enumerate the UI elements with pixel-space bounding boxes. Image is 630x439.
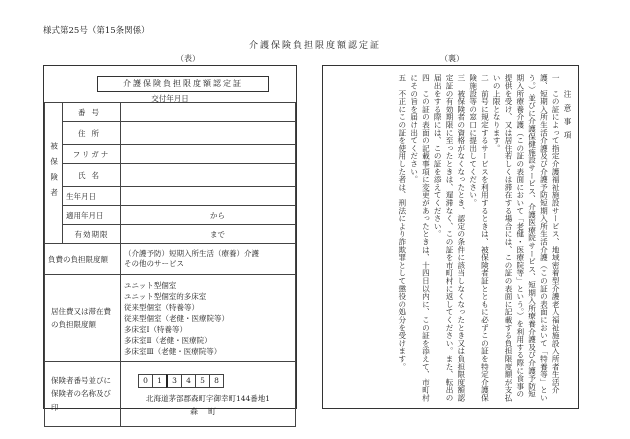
- residence-item: 従来型個室（老健・医療院等）: [124, 313, 229, 323]
- insurer-digit: 0: [138, 374, 153, 388]
- front-side-label: （表）: [176, 54, 200, 63]
- birthdate-value: [121, 187, 296, 206]
- certificate-title: 介護保険負担限度額認定証: [97, 76, 269, 92]
- start-date-suffix: から: [121, 206, 296, 225]
- insurer-digit: 8: [209, 374, 224, 388]
- services-value: [121, 244, 296, 275]
- insurer-address: 北海道茅部郡森町字御幸町144番地1: [145, 394, 271, 403]
- residence-item: 多床室Ⅱ（老健・医療院）: [124, 335, 212, 345]
- notes-list: [396, 74, 561, 402]
- form-number: 様式第25号（第15条関係）: [43, 26, 150, 36]
- services-line: （介護予防）短期入所生活（療養）介護 その他のサービス: [124, 248, 259, 268]
- notes-vertical-text: [327, 74, 573, 402]
- insurer-name: 森町: [190, 407, 226, 416]
- note-item: 五 不正にこの証を使用した者は、刑法により詐欺罪として懲役の処分を受けます。: [397, 74, 407, 371]
- number-value: [121, 103, 296, 122]
- note-item: 四 この証の表面の記載事項に変更があったときは、十四日以内に、この証を添えて、市町村にその旨を届け出てください。: [409, 74, 431, 402]
- insured-person-label: 被保険者: [45, 103, 63, 244]
- back-side-label: （裏）: [440, 54, 464, 63]
- insurer-digit: 1: [152, 374, 167, 388]
- address-value: [121, 122, 296, 145]
- insurer-label: 保険者番号並びに保険者の名称及び印: [45, 362, 121, 427]
- services-label: 負費の負担限度額: [45, 244, 121, 275]
- note-item: 二 前号に規定するサービスを利用するときは、被保険者証とともに必ずこの証を特定介護保険施設等の窓口に提出してください。: [468, 74, 490, 402]
- residence-item: 多床室Ⅰ（特養等）: [124, 324, 187, 334]
- start-date-label: 適用年月日: [63, 206, 121, 225]
- back-panel: [322, 65, 579, 409]
- insurer-cell: [121, 362, 296, 427]
- name-value: [121, 164, 296, 187]
- name-label: 氏名: [63, 164, 121, 187]
- insurer-digit: 4: [181, 374, 196, 388]
- number-label: 番号: [63, 103, 121, 122]
- note-item: 一 この証によって指定介護福祉施設サービス、地域密着型介護老人福祉施設入所者生活介護、短期入所生活介護及び介護予防短期入所生活介護（この証の表面において「特養等」という。）並びに介護保健施設サービス、介護医療院サービス、短期入所療養介護及び介護予防短期入所療養介護（この証の表面において「老健・医療院等」という。）を利用する際に食事の提供を受け、又は居住若しくは滞在する場合には、この証の表面に記載する負担限度額が支払いの上限となります。: [492, 74, 561, 402]
- notes-heading: 注意事項: [563, 90, 572, 145]
- insurer-digit: 5: [195, 374, 210, 388]
- residence-item: ユニット型個室的多床室: [124, 291, 207, 301]
- certificate-table: [44, 102, 296, 427]
- furigana-label: フリガナ: [63, 145, 121, 164]
- residence-item: 多床室Ⅲ（老健・医療院等）: [124, 346, 222, 356]
- expiry-suffix: まで: [121, 225, 296, 244]
- address-label: 住所: [63, 122, 121, 145]
- residence-item: 従来型個室（特養等）: [124, 302, 199, 312]
- document-title: 介護保険負担限度額認定証: [248, 41, 381, 51]
- expiry-label: 有効期限: [63, 225, 121, 244]
- residence-item: ユニット型個室: [124, 280, 177, 290]
- furigana-value: [121, 145, 296, 164]
- insurer-digit: 3: [166, 374, 182, 388]
- issue-date-label: 交付年月日: [151, 94, 189, 103]
- note-item: 三 被保険者の資格がなくなったとき、認定の条件に該当しなくなったとき又は負担限度額認定証の有効期限に至ったときは、遅滞なく、この証を市町村に返してください。また、転出の届出をする際には、この証を添えてください。: [433, 74, 466, 402]
- front-panel: [43, 65, 297, 416]
- insurer-number-boxes: [139, 374, 295, 388]
- birthdate-label: 生年月日: [63, 187, 121, 206]
- residence-cost-list: [121, 275, 296, 362]
- residence-cost-label: 居住費又は滞在費の負担限度額: [45, 275, 121, 362]
